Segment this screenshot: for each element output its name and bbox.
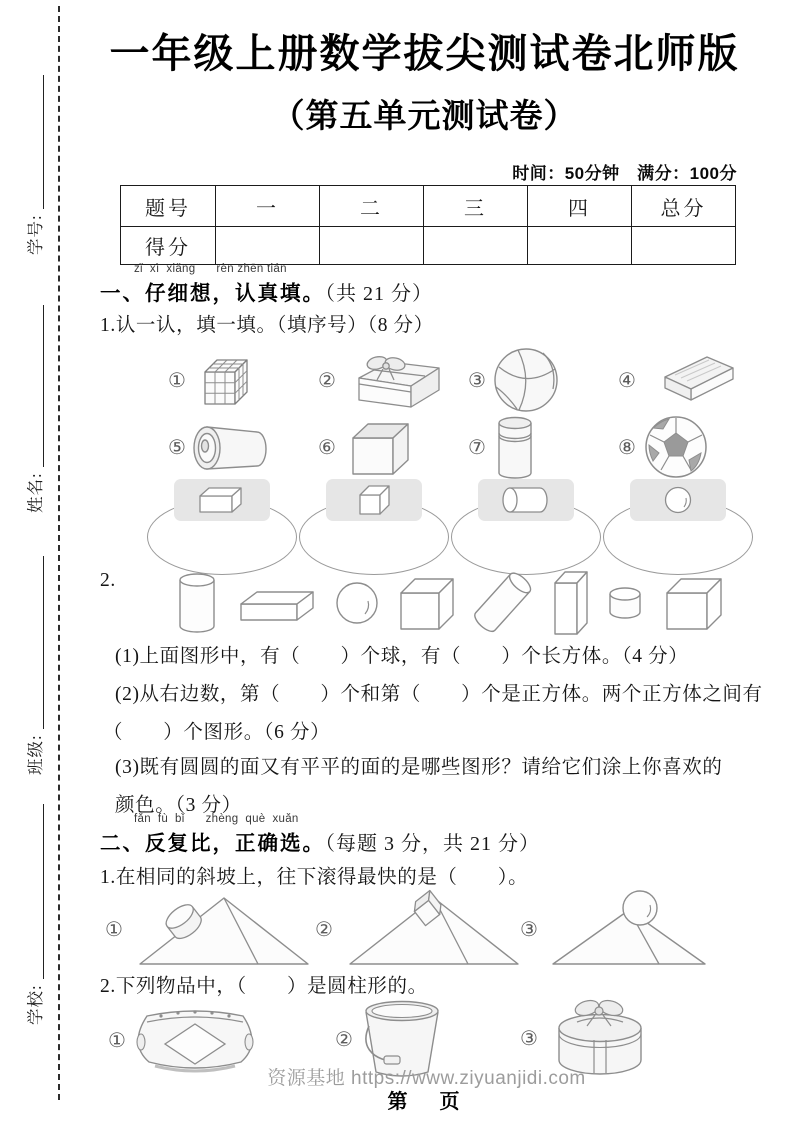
sphere-icon: [662, 484, 694, 516]
cylinder-tilted-image: [468, 566, 536, 640]
cube-icon: [353, 482, 395, 518]
category-group-sphere: [602, 479, 754, 575]
cuboid-icon: [194, 483, 250, 517]
sphere-image: [334, 579, 380, 627]
s1-q2-shapes-row: [172, 566, 723, 640]
cylinder-icon: [499, 484, 553, 516]
object-item-magic-cube: [168, 345, 318, 415]
cylinder-small-image: [604, 584, 646, 622]
page-number-label: 第 页: [387, 1091, 466, 1113]
s1-q2-line1: (1)上面图形中，有（ ）个球，有（ ）个长方体。（4 分）: [115, 646, 689, 667]
class-blank-line: [38, 556, 44, 729]
category-group-cuboid: [146, 479, 298, 575]
category-tag-sphere: [630, 479, 726, 521]
cuboid-tall-image: [549, 566, 591, 640]
section1-heading-score: （共 21 分）: [325, 283, 433, 305]
cube-box-image: [341, 416, 413, 478]
score-cell-empty: [632, 227, 736, 265]
score-table-header-cell: 二: [320, 186, 424, 227]
category-group-cylinder: [450, 479, 602, 575]
circled-number: ①: [108, 1028, 126, 1052]
school-label: 学校:: [25, 984, 45, 1025]
s1-q1-objects-row1: [168, 345, 768, 415]
score-table-header-cell: 一: [216, 186, 320, 227]
object-item-basketball: [468, 345, 618, 415]
section2-heading: [100, 826, 540, 856]
s1-q2-line2: (2)从右边数，第（ ）个和第（ ）个是正方体。两个正方体之间有: [115, 684, 763, 705]
section1-heading-text: 一、仔细想，认真填。: [100, 282, 325, 305]
cylinder-vertical-image: [172, 571, 222, 635]
section1-heading: [100, 276, 433, 306]
object-item-tin-can: [168, 413, 318, 481]
object-item-book: [618, 345, 758, 415]
object-item-cube-box: [318, 413, 468, 481]
class-label: 班级:: [25, 734, 45, 775]
soccer-ball-image: [641, 413, 711, 481]
score-cell-empty: [424, 227, 528, 265]
object-item-gift-box: [318, 345, 468, 415]
section1-pinyin: zǐ xì xiǎng rèn zhēn tián: [134, 263, 287, 275]
cube-image: [659, 571, 723, 635]
section2-heading-score: （每题 3 分，共 21 分）: [325, 833, 540, 855]
s2-q1-text: 1.在相同的斜坡上，往下滚得最快的是（ ）。: [100, 867, 529, 888]
basketball-image: [491, 345, 561, 415]
circled-number: ③: [520, 917, 538, 941]
circled-number: ⑥: [318, 435, 336, 459]
s1-q2-line4: (3)既有圆圆的面又有平平的面的是哪些图形？请给它们涂上你喜欢的: [115, 757, 723, 778]
section2-pinyin: fǎn fù bǐ zhèng què xuǎn: [134, 813, 299, 825]
category-tag-cube: [326, 479, 422, 521]
circled-number: ①: [105, 917, 123, 941]
ramp-with-cube-image: [338, 888, 528, 970]
circled-number: ⑤: [168, 435, 186, 459]
circled-number: ①: [168, 368, 186, 392]
seal-dashed-line: [58, 6, 60, 1100]
ramp-option-cylinder: [105, 888, 318, 970]
ramp-option-cube: [315, 888, 528, 970]
category-tag-cylinder: [478, 479, 574, 521]
score-table-header-cell: 四: [528, 186, 632, 227]
s1-q2-label: 2.: [100, 570, 116, 591]
s1-q1-text: 1.认一认，填一填。（填序号）（8 分）: [100, 315, 434, 336]
circled-number: ⑧: [618, 435, 636, 459]
circled-number: ⑦: [468, 435, 486, 459]
ramp-option-sphere: [520, 888, 713, 970]
tin-can-image: [191, 419, 279, 475]
student-id-label: 学号:: [25, 214, 45, 255]
cuboid-flat-image: [235, 582, 321, 624]
bottle-image: [491, 413, 539, 481]
section2-heading-text: 二、反复比，正确选。: [100, 832, 325, 855]
score-table: [120, 185, 736, 265]
circled-number: ②: [318, 368, 336, 392]
object-item-soccer-ball: [618, 413, 758, 481]
s1-q2-line5: 颜色。（3 分）: [115, 795, 242, 816]
ramp-with-sphere-image: [543, 888, 713, 970]
score-table-header-row: [121, 186, 736, 227]
circled-number: ②: [335, 1027, 353, 1051]
page-title: 一年级上册数学拔尖测试卷北师版: [109, 32, 740, 76]
score-table-header-cell: 三: [424, 186, 528, 227]
cube-image: [393, 572, 455, 634]
gift-box-image: [341, 350, 449, 410]
category-tag-cuboid: [174, 479, 270, 521]
watermark-url: 资源基地 https://www.ziyuanjidi.com: [267, 1068, 586, 1089]
circled-number: ②: [315, 917, 333, 941]
student-id-blank-line: [38, 75, 44, 209]
s2-q2-text: 2.下列物品中，（ ）是圆柱形的。: [100, 976, 428, 997]
s1-q1-category-row: [146, 479, 758, 575]
name-label: 姓名:: [25, 472, 45, 513]
score-cell-empty: [216, 227, 320, 265]
score-table-header-cell: 题号: [121, 186, 216, 227]
score-table-score-row: [121, 227, 736, 265]
circled-number: ③: [468, 368, 486, 392]
circled-number: ③: [520, 1026, 538, 1050]
score-table-header-cell: 总分: [632, 186, 736, 227]
score-cell-empty: [528, 227, 632, 265]
s1-q2-line3: （ ）个图形。（6 分）: [103, 722, 331, 743]
name-blank-line: [38, 305, 44, 467]
score-cell-empty: [320, 227, 424, 265]
magic-cube-image: [191, 348, 257, 412]
page-subtitle: （第五单元测试卷）: [271, 97, 578, 134]
circled-number: ④: [618, 368, 636, 392]
school-blank-line: [38, 804, 44, 979]
ramp-with-cylinder-image: [128, 888, 318, 970]
object-item-bottle: [468, 413, 618, 481]
score-row-label: 得分: [121, 227, 216, 265]
category-group-cube: [298, 479, 450, 575]
book-image: [641, 351, 739, 409]
s1-q1-objects-row2: [168, 413, 768, 481]
time-score-meta: 时间：50分钟 满分：100分: [512, 164, 737, 183]
